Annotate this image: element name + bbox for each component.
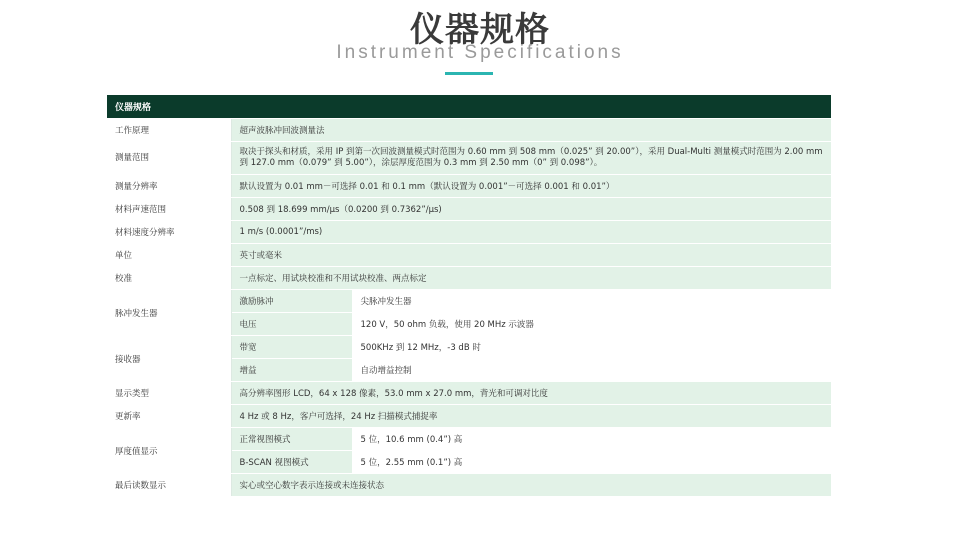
table-row: [107, 474, 831, 497]
row-value: 4 Hz 或 8 Hz，客户可选择，24 Hz 扫描模式捕捉率: [231, 405, 831, 428]
sub-value: 5 位，2.55 mm (0.1”) 高: [352, 451, 831, 474]
row-label: 单位: [107, 244, 231, 267]
row-label: 材料声速范围: [107, 198, 231, 221]
table-row: [107, 198, 831, 221]
row-label: 最后读数显示: [107, 474, 231, 497]
sub-value: 自动增益控制: [352, 359, 831, 382]
table-header-row: [107, 95, 831, 119]
row-value: 高分辨率图形 LCD，64 x 128 像素，53.0 mm x 27.0 mm，背光和可调对比度: [231, 382, 831, 405]
row-label: 更新率: [107, 405, 231, 428]
row-value: 英寸或毫米: [231, 244, 831, 267]
row-label: 显示类型: [107, 382, 231, 405]
table-row: [107, 175, 831, 198]
row-value: 超声波脉冲回波测量法: [231, 119, 831, 142]
sub-value: 5 位，10.6 mm (0.4”) 高: [352, 428, 831, 451]
sub-value: 500KHz 到 12 MHz，-3 dB 时: [352, 336, 831, 359]
row-value: 实心或空心数字表示连接或未连接状态: [231, 474, 831, 497]
row-value: 默认设置为 0.01 mm－可选择 0.01 和 0.1 mm（默认设置为 0.001”－可选择 0.001 和 0.01”）: [231, 175, 831, 198]
row-label: 材料速度分辨率: [107, 221, 231, 244]
table-row: [107, 244, 831, 267]
table-row: [107, 405, 831, 428]
table-row: [107, 336, 831, 359]
title-accent-bar: [445, 72, 493, 75]
sub-label: 增益: [231, 359, 352, 382]
sub-label: 电压: [231, 313, 352, 336]
row-label: 脉冲发生器: [107, 290, 231, 336]
sub-label: B-SCAN 视图模式: [231, 451, 352, 474]
table-row: [107, 267, 831, 290]
table-row: [107, 142, 831, 175]
page-title: 仪器规格: [410, 10, 550, 50]
row-value: 取决于探头和材质，采用 IP 到第一次回波测量模式时范围为 0.60 mm 到 508 mm（0.025” 到 20.00”），采用 Dual-Multi 测量模式时范围为 2.00 mm 到 127.0 mm（0.079” 到 5.00”），涂层厚度范围为 0.3 mm 到 2.50 mm（0” 到 0.098”）。: [231, 142, 831, 175]
row-value: 一点标定、用试块校准和不用试块校准、两点标定: [231, 267, 831, 290]
table-row: [107, 221, 831, 244]
page-subtitle: Instrument Specifications: [336, 42, 624, 63]
table-header: 仪器规格: [107, 95, 831, 119]
row-value: 0.508 到 18.699 mm/µs（0.0200 到 0.7362”/µs): [231, 198, 831, 221]
table-row: [107, 428, 831, 451]
sub-label: 激励脉冲: [231, 290, 352, 313]
specs-table: [107, 95, 831, 497]
sub-label: 正常视图模式: [231, 428, 352, 451]
row-label: 测量分辨率: [107, 175, 231, 198]
sub-value: 尖脉冲发生器: [352, 290, 831, 313]
row-label: 校准: [107, 267, 231, 290]
row-label: 工作原理: [107, 119, 231, 142]
row-label: 测量范围: [107, 142, 231, 175]
row-label: 接收器: [107, 336, 231, 382]
sub-label: 带宽: [231, 336, 352, 359]
row-label: 厚度值显示: [107, 428, 231, 474]
table-row: [107, 119, 831, 142]
sub-value: 120 V，50 ohm 负载，使用 20 MHz 示波器: [352, 313, 831, 336]
row-value: 1 m/s (0.0001”/ms): [231, 221, 831, 244]
table-row: [107, 382, 831, 405]
table-row: [107, 290, 831, 313]
